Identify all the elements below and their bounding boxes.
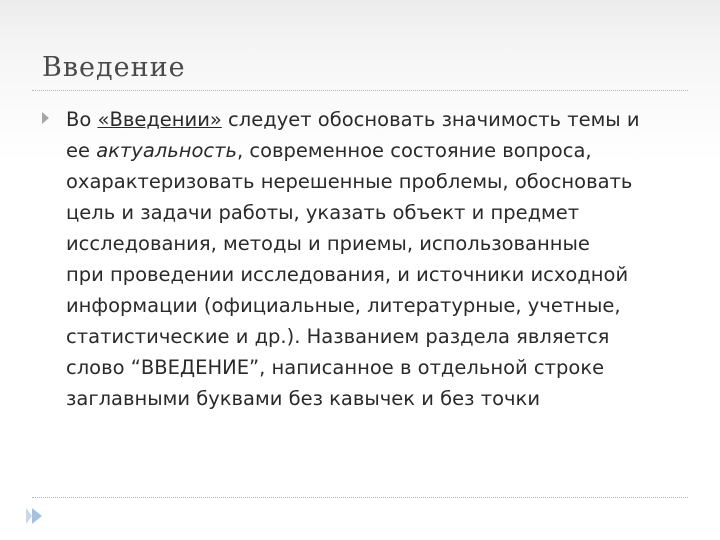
bullet-text	[66, 104, 686, 414]
text-fragment: Во	[66, 108, 98, 131]
text-line-2	[66, 135, 686, 166]
text-fragment: , современное состояние вопроса,	[237, 139, 592, 162]
text-line-4: цель и задачи работы, указать объект и предмет	[66, 201, 580, 224]
bullet-item	[42, 104, 682, 414]
text-line-7: информации (официальные, литературные, учетные,	[66, 294, 621, 317]
text-fragment: следует обосновать значимость темы и	[221, 108, 640, 131]
underlined-term: «Введении»	[97, 108, 222, 131]
slide-title: Введение	[42, 52, 186, 83]
text-line-1	[66, 104, 686, 135]
text-line-10: заглавными буквами без кавычек и без точки	[66, 387, 540, 410]
text-line-6: при проведении исследования, и источники исходной	[66, 263, 629, 286]
text-line-8: статистические и др.). Названием раздела является	[66, 325, 610, 348]
title-divider	[32, 90, 688, 91]
text-line-3: охарактеризовать нерешенные проблемы, обосновать	[66, 170, 633, 193]
italic-term: актуальность	[96, 139, 237, 162]
footer-divider	[32, 497, 688, 498]
text-fragment: ее	[66, 139, 97, 162]
text-line-9: слово “ВВЕДЕНИЕ”, написанное в отдельной строке	[66, 356, 605, 379]
next-slide-arrow-icon[interactable]	[32, 508, 42, 524]
triangle-bullet-icon	[42, 112, 49, 124]
text-line-5: исследования, методы и приемы, использованные	[66, 232, 590, 255]
